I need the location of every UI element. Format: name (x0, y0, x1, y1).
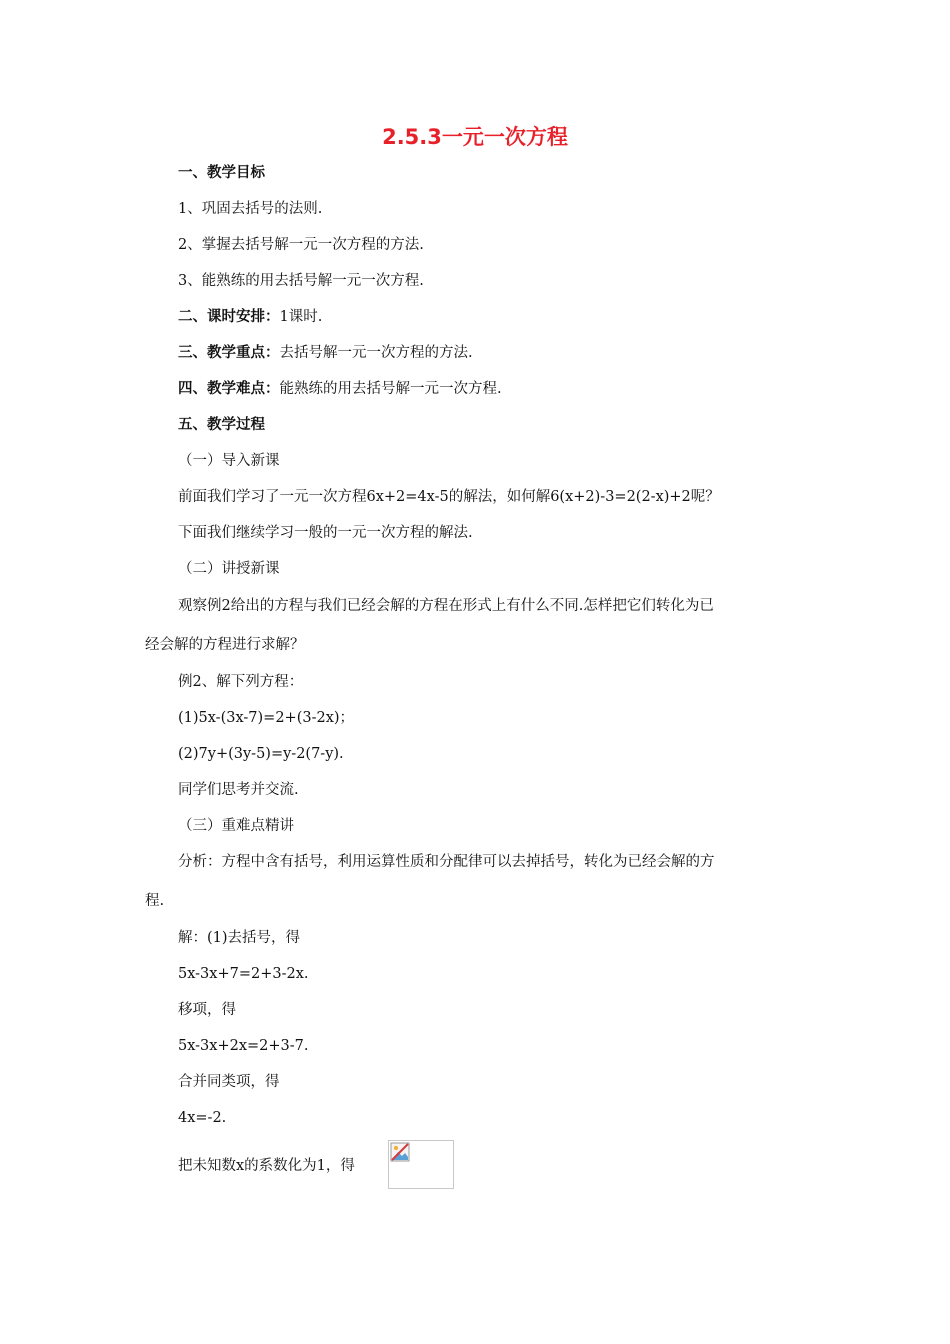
example-equation-2: (2)7y+(3y-5)=y-2(7-y). (178, 746, 344, 762)
section-heading-process: 五、教学过程 (178, 417, 265, 433)
difficulty-text: 能熟练的用去括号解一元一次方程. (279, 381, 502, 397)
subsection-lecture: （二）讲授新课 (178, 561, 280, 577)
solution-step-5: 合并同类项，得 (178, 1074, 280, 1090)
schedule-text: 1课时. (279, 309, 323, 325)
example-heading: 例2、解下列方程： (178, 674, 304, 690)
broken-image-icon (390, 1142, 410, 1162)
example-equation-1: (1)5x-(3x-7)=2+(3-2x)； (178, 710, 355, 726)
solution-step-7: 把未知数x的系数化为1，得 (178, 1158, 355, 1174)
discussion-text: 同学们思考并交流. (178, 782, 299, 798)
solution-step-6: 4x=-2. (178, 1110, 227, 1126)
analysis-paragraph-line-2: 程. (145, 893, 165, 909)
subsection-key-difficulties: （三）重难点精讲 (178, 818, 294, 834)
observe-paragraph-line-1: 观察例2给出的方程与我们已经会解的方程在形式上有什么不同.怎样把它们转化为已 (178, 598, 714, 614)
schedule-label: 二、课时安排： (178, 309, 280, 325)
key-point-line (178, 341, 473, 365)
broken-image-placeholder (388, 1140, 454, 1189)
document-title: 2.5.3一元一次方程 (382, 125, 568, 149)
analysis-paragraph-line-1: 分析：方程中含有括号，利用运算性质和分配律可以去掉括号，转化为已经会解的方 (178, 854, 715, 870)
solution-step-3: 移项，得 (178, 1002, 236, 1018)
section-heading-objectives: 一、教学目标 (178, 165, 265, 181)
key-point-text: 去括号解一元一次方程的方法. (279, 345, 473, 361)
objective-item-3: 3、能熟练的用去括号解一元一次方程. (178, 273, 424, 289)
intro-paragraph-1: 前面我们学习了一元一次方程6x+2=4x-5的解法，如何解6(x+2)-3=2(2-x)+2呢？ (178, 489, 720, 505)
observe-paragraph-line-2: 经会解的方程进行求解？ (145, 637, 305, 653)
solution-step-2: 5x-3x+7=2+3-2x. (178, 966, 309, 982)
solution-step-4: 5x-3x+2x=2+3-7. (178, 1038, 309, 1054)
solution-step-1: 解：(1)去括号，得 (178, 930, 301, 946)
objective-item-2: 2、掌握去括号解一元一次方程的方法. (178, 237, 424, 253)
schedule-line (178, 305, 322, 329)
objective-item-1: 1、巩固去括号的法则. (178, 201, 323, 217)
difficulty-label: 四、教学难点： (178, 381, 280, 397)
difficulty-line (178, 377, 502, 401)
key-point-label: 三、教学重点： (178, 345, 280, 361)
intro-paragraph-2: 下面我们继续学习一般的一元一次方程的解法. (178, 525, 473, 541)
subsection-intro: （一）导入新课 (178, 453, 280, 469)
